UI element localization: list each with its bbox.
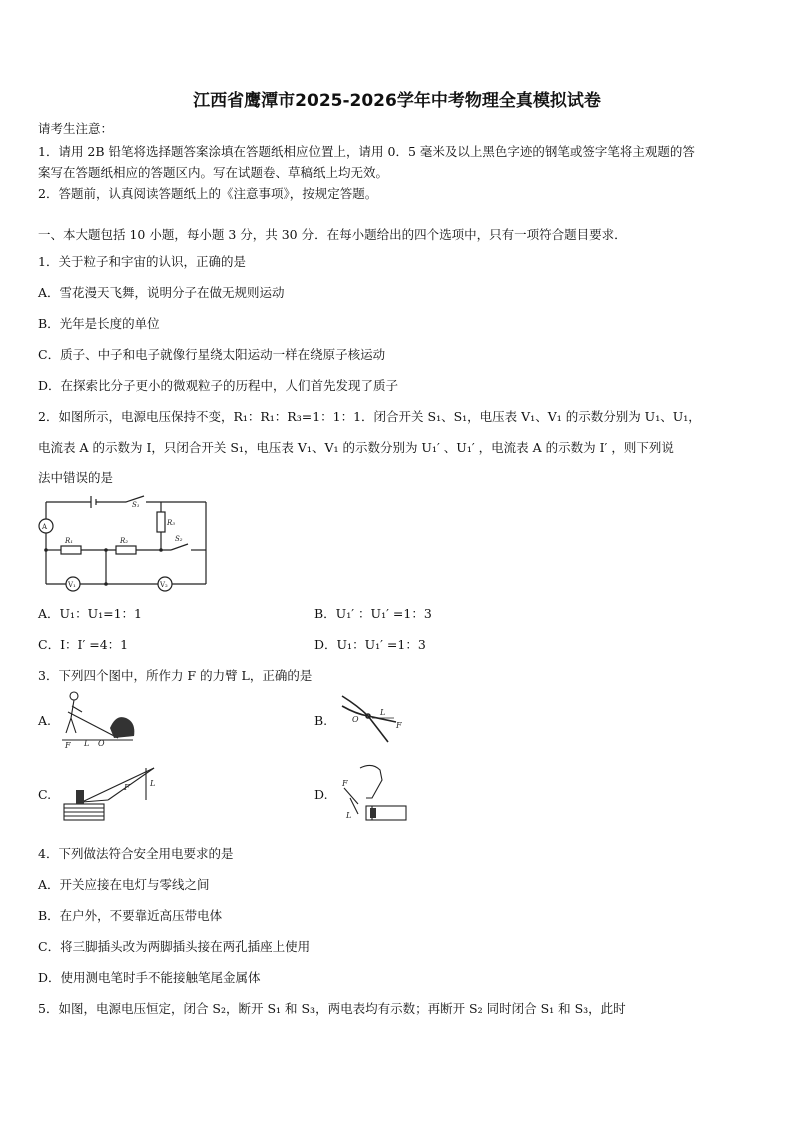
question-2-option-c: C．I：I′ =4：1 bbox=[38, 637, 129, 652]
fig-a-arm-label: L bbox=[84, 739, 90, 748]
question-4-option-d: D．使用测电笔时手不能接触笔尾金属体 bbox=[38, 970, 261, 985]
question-2-option-a: A．U₁：U₁=1：1 bbox=[38, 606, 142, 621]
fig-b-arm-label: L bbox=[380, 708, 386, 717]
fig-b-pivot-label: O bbox=[352, 715, 359, 724]
notice-heading: 请考生注意： bbox=[38, 121, 114, 136]
notice-item-1-line-2: 案写在答题纸相应的答题区内。写在试题卷、草稿纸上均无效。 bbox=[38, 165, 389, 180]
question-1-stem: 1．关于粒子和宇宙的认识，正确的是 bbox=[38, 254, 246, 269]
circuit-diagram bbox=[36, 494, 211, 594]
question-2-line-1: 2．如图所示，电源电压保持不变，R₁：R₁：R₃=1：1：1．闭合开关 S₁、S₁，电压表 V₁、V₁ 的示数分别为 U₁、U₁， bbox=[38, 409, 701, 424]
ammeter-label: A bbox=[42, 523, 48, 531]
fig-c-force-label: F bbox=[124, 783, 130, 792]
fig-a-force-label: F bbox=[65, 741, 71, 750]
fig-b-force-label: F bbox=[396, 721, 402, 730]
question-4-option-b: B．在户外，不要靠近高压带电体 bbox=[38, 908, 223, 923]
question-1-option-b: B．光年是长度的单位 bbox=[38, 316, 160, 331]
resistor-r1-label: R₁ bbox=[65, 537, 74, 545]
question-4-option-c: C．将三脚插头改为两脚插头接在两孔插座上使用 bbox=[38, 939, 311, 954]
section-heading: 一、本大题包括 10 小题，每小题 3 分，共 30 分．在每小题给出的四个选项中，只有一项符合题目要求． bbox=[38, 227, 627, 242]
question-3-stem: 3．下列四个图中，所作力 F 的力臂 L，正确的是 bbox=[38, 668, 313, 683]
lever-figure-a bbox=[58, 688, 138, 750]
question-2-option-b: B．U₁′ ：U₁′ =1：3 bbox=[314, 606, 432, 621]
page-title: 江西省鹰潭市2025-2026学年中考物理全真模拟试卷 bbox=[193, 91, 601, 111]
resistor-r2-label: R₂ bbox=[120, 537, 129, 545]
question-2-option-d: D．U₁：U₁′ =1：3 bbox=[314, 637, 426, 652]
resistor-r3-label: R₃ bbox=[167, 519, 176, 527]
voltmeter-v2-label: V₂ bbox=[160, 581, 168, 589]
switch-s2-label: S₂ bbox=[175, 535, 183, 543]
question-4-option-a: A．开关应接在电灯与零线之间 bbox=[38, 877, 210, 892]
fig-d-force-label: F bbox=[342, 779, 348, 788]
question-1-option-d: D．在探索比分子更小的微观粒子的历程中，人们首先发现了质子 bbox=[38, 378, 399, 393]
question-2-line-3: 法中错误的是 bbox=[38, 470, 114, 485]
fig-a-pivot-label: O bbox=[98, 739, 105, 748]
question-3-option-a: A. bbox=[38, 713, 52, 728]
voltmeter-v1-label: V₁ bbox=[68, 581, 76, 589]
lever-figure-b bbox=[338, 692, 408, 748]
question-1-option-a: A．雪花漫天飞舞，说明分子在做无规则运动 bbox=[38, 285, 285, 300]
question-2-line-2: 电流表 A 的示数为 I，只闭合开关 S₁，电压表 V₁、V₁ 的示数分别为 U₁′ 、U₁′ ，电流表 A 的示数为 I′ ，则下列说 bbox=[38, 440, 674, 455]
fig-d-arm-label: L bbox=[346, 811, 352, 820]
notice-item-2: 2．答题前，认真阅读答题纸上的《注意事项》，按规定答题。 bbox=[38, 186, 378, 201]
fig-c-arm-label: L bbox=[150, 779, 156, 788]
question-1-option-c: C．质子、中子和电子就像行星绕太阳运动一样在绕原子核运动 bbox=[38, 347, 386, 362]
lever-figure-d bbox=[336, 758, 410, 828]
notice-item-1-line-1: 1．请用 2B 铅笔将选择题答案涂填在答题纸相应位置上，请用 0．5 毫米及以上黑色字迹的钢笔或签字笔将主观题的答 bbox=[38, 144, 695, 159]
question-4-stem: 4．下列做法符合安全用电要求的是 bbox=[38, 846, 234, 861]
question-5-stem: 5．如图，电源电压恒定，闭合 S₂，断开 S₁ 和 S₃，两电表均有示数；再断开 S₂ 同时闭合 S₁ 和 S₃，此时 bbox=[38, 1001, 626, 1016]
question-3-option-b: B. bbox=[314, 713, 328, 728]
switch-s1-label: S₁ bbox=[132, 501, 140, 509]
question-3-option-d: D. bbox=[314, 787, 328, 802]
question-3-option-c: C. bbox=[38, 787, 52, 802]
lever-figure-c bbox=[62, 760, 160, 826]
